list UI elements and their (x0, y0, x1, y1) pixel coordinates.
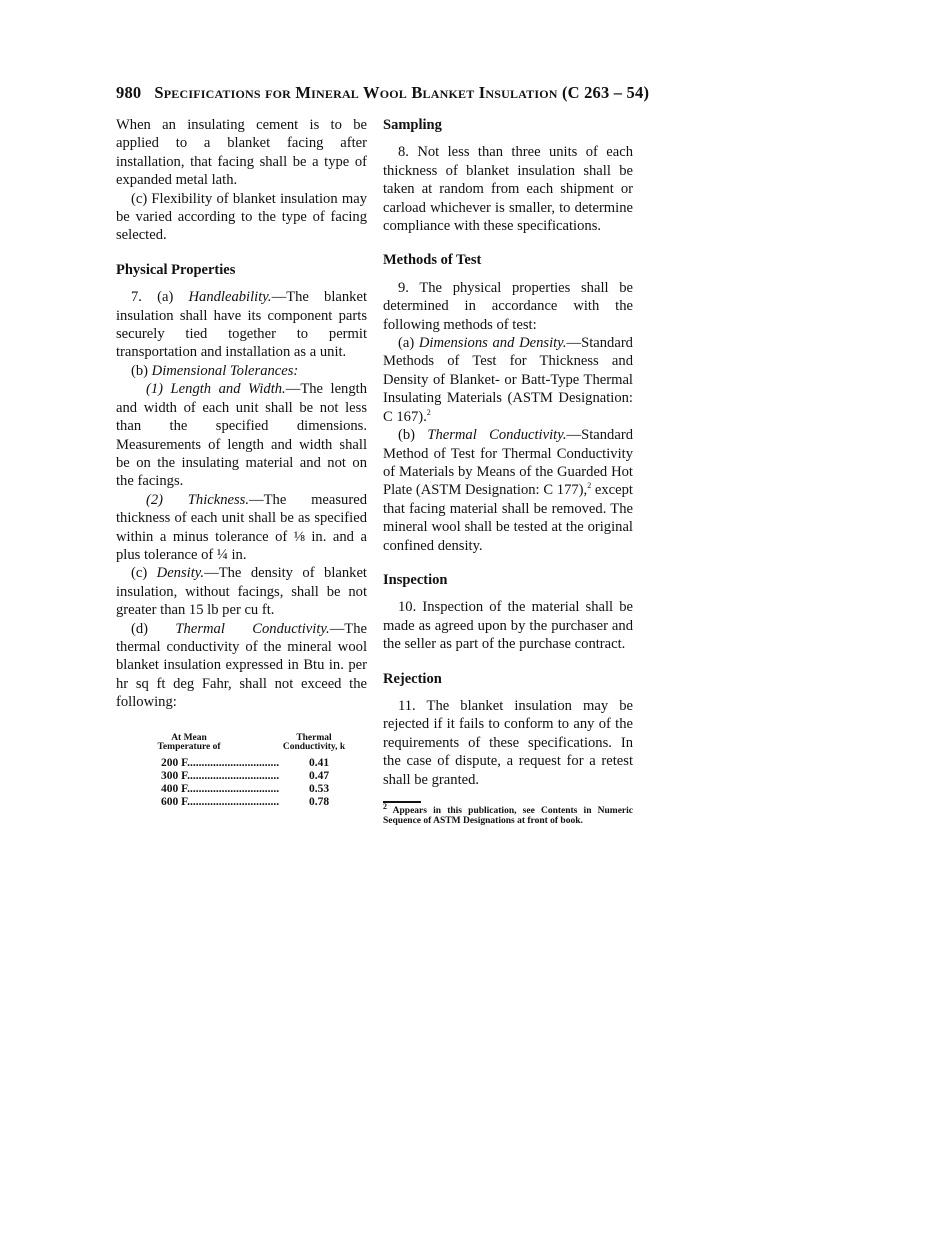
heading-inspection: Inspection (383, 571, 448, 588)
left-column (116, 116, 367, 809)
page-number: 980 (116, 83, 142, 102)
paragraph-8: 8. Not less than three units of each thickness of blanket insulation shall be taken at random from each shipment or carload whichever is smaller, to determine compliance with these specifications. (383, 144, 633, 235)
page-title: Specifications for Mineral Wool Blanket Insulation (154, 83, 558, 102)
table-row: 200 F................................ 0.41 (161, 756, 330, 769)
table-header-temperature: At Mean Temperature of (157, 732, 221, 753)
paragraph-10: 10. Inspection of the material shall be made as agreed upon by the purchaser and the seller as part of the purchase contract. (383, 599, 633, 653)
heading-methods-of-test: Methods of Test (383, 252, 482, 269)
page-header (116, 83, 649, 103)
astm-designation: (C 263 – 54) (561, 83, 650, 102)
table-header-conductivity: Thermal Conductivity, k (282, 732, 346, 753)
paragraph-7c: (c) Density.—The density of blanket insulation, without facings, shall be not greater than 15 lb per cu ft. (116, 565, 367, 619)
right-column (383, 116, 633, 826)
conductivity-table (149, 734, 349, 809)
heading-sampling: Sampling (383, 117, 442, 133)
footnote-rule (383, 801, 421, 803)
heading-rejection: Rejection (383, 670, 442, 687)
paragraph-cement: When an insulating cement is to be applied to a blanket facing after installation, that facing shall be a type of expanded metal lath. (116, 117, 367, 189)
table-header (149, 734, 349, 753)
paragraph-9: 9. The physical properties shall be determined in accordance with the following methods of test: (383, 279, 633, 333)
paragraph-9b: (b) Thermal Conductivity.—Standard Method of Test for Thermal Conductivity of Materials by Means of the Guarded Hot Plate (ASTM Designation: C 177),$^2$ except that facing material shall be removed. The mineral wool shall be tested at the original confined density. (383, 427, 633, 554)
table-row: 400 F................................ 0.53 (161, 782, 330, 795)
paragraph-9a: (a) Dimensions and Density.—Standard Methods of Test for Thickness and Density of Blanket- or Batt-Type Thermal Insulating Materials (ASTM Designation: C 167).$^2$ (383, 335, 633, 425)
footnote: $^2$ Appears in this publication, see Contents in Numeric Sequence of ASTM Designations at front of book. (383, 801, 633, 826)
paragraph-7b2: (2) Thickness.—The measured thickness of each unit shall be as specified within a minus tolerance of ⅛ in. and a plus tolerance of ¼ in. (116, 491, 367, 563)
heading-physical-properties: Physical Properties (116, 261, 236, 278)
paragraph-7b1: (1) Length and Width.—The length and width of each unit shall be not less than the specified dimensions. Measurements of length and width shall be on the insulating material and not on the facings. (116, 381, 367, 490)
paragraph-11: 11. The blanket insulation may be rejected if it fails to conform to any of the requirements of these specifications. In the case of dispute, a request for a retest shall be granted. (383, 697, 633, 788)
paragraph-flexibility: (c) Flexibility of blanket insulation may be varied according to the type of facing selected. (116, 190, 367, 244)
paragraph-7a: 7. (a) Handleability.—The blanket insulation shall have its component parts securely tied together to permit transportation and installation as a unit. (116, 289, 367, 361)
paragraph-7b: (b) Dimensional Tolerances: (131, 362, 299, 379)
paragraph-7d: (d) Thermal Conductivity.—The thermal conductivity of the mineral wool blanket insulation expressed in Btu in. per hr sq ft deg Fahr, shall not exceed the following: (116, 620, 367, 711)
table-row: 600 F................................ 0.78 (161, 795, 330, 808)
table-row: 300 F................................ 0.47 (161, 769, 330, 782)
